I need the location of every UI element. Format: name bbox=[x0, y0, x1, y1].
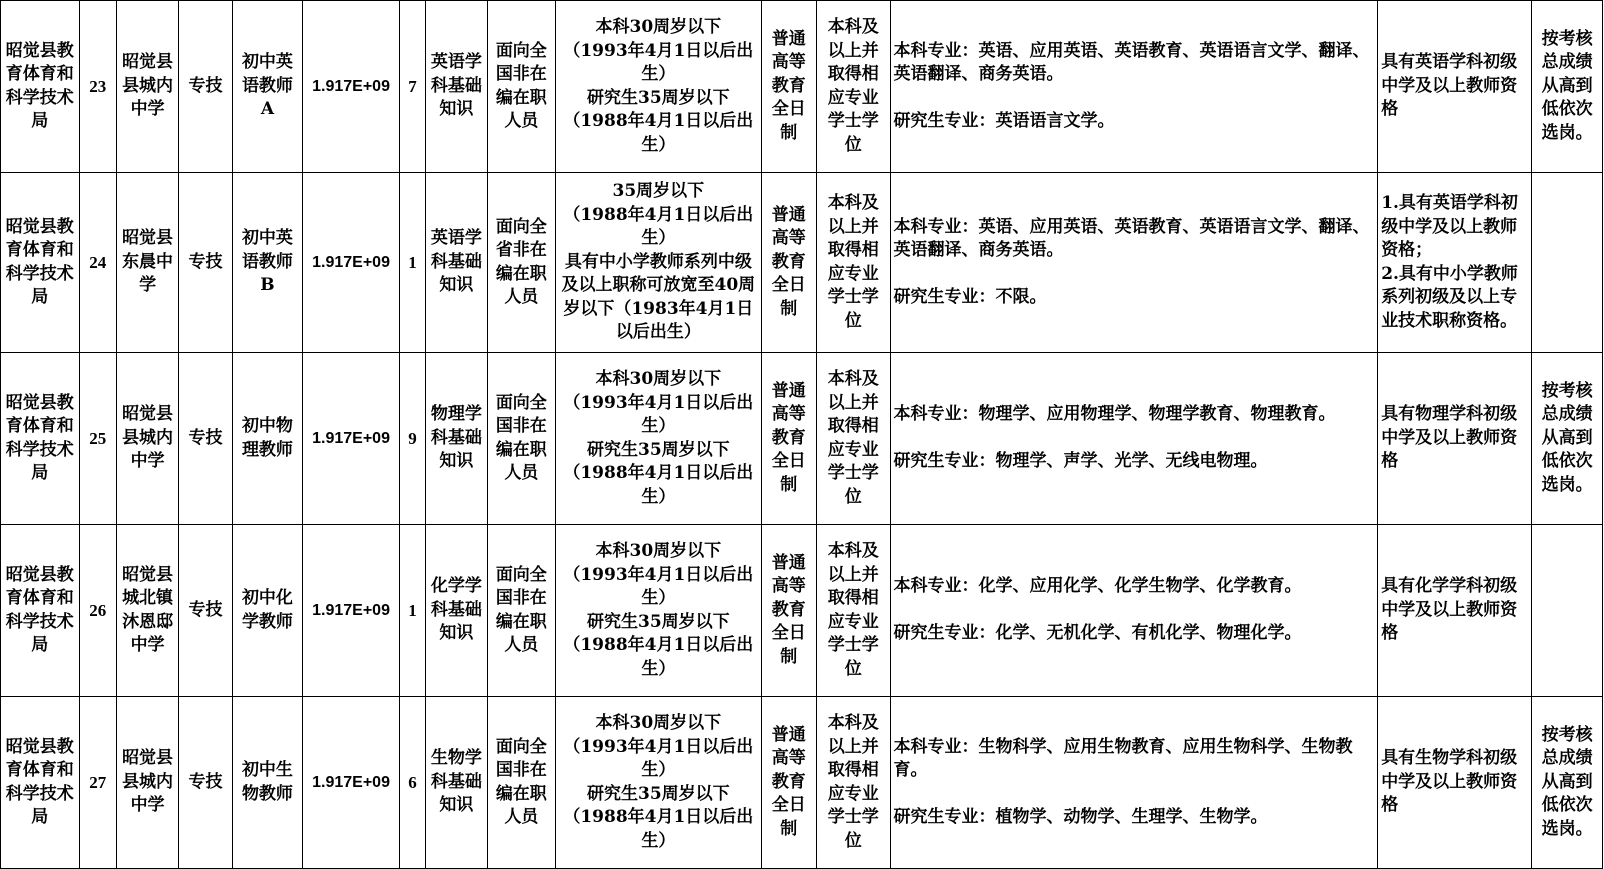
target-cell: 面向全省非在编在职人员 bbox=[487, 173, 556, 353]
department-cell: 昭觉县教育体育和科学技术局 bbox=[1, 1, 80, 173]
degree-cell: 本科及以上并取得相应专业学士学位 bbox=[817, 697, 891, 869]
exam-subject-cell: 英语学科基础知识 bbox=[426, 173, 487, 353]
other-requirement-cell: 具有化学学科初级中学及以上教师资格 bbox=[1378, 525, 1532, 697]
age-requirement-cell: 本科30周岁以下 （1993年4月1日以后出生） 研究生35周岁以下 （1988年4月1日以后出生） bbox=[556, 1, 762, 173]
degree-cell: 本科及以上并取得相应专业学士学位 bbox=[817, 525, 891, 697]
sequence-cell: 27 bbox=[79, 697, 116, 869]
target-cell: 面向全国非在编在职人员 bbox=[487, 525, 556, 697]
target-cell: 面向全国非在编在职人员 bbox=[487, 353, 556, 525]
department-cell: 昭觉县教育体育和科学技术局 bbox=[1, 173, 80, 353]
school-cell: 昭觉县县城内中学 bbox=[116, 697, 178, 869]
note-cell: 按考核总成绩从高到低依次选岗。 bbox=[1532, 353, 1603, 525]
table-row bbox=[1, 697, 1603, 869]
position-code-cell: 1.917E+09 bbox=[303, 1, 400, 173]
sequence-cell: 26 bbox=[79, 525, 116, 697]
study-mode-cell: 普通高等教育全日制 bbox=[761, 1, 816, 173]
sequence-cell: 23 bbox=[79, 1, 116, 173]
degree-cell: 本科及以上并取得相应专业学士学位 bbox=[817, 173, 891, 353]
headcount-cell: 9 bbox=[399, 353, 425, 525]
category-cell: 专技 bbox=[179, 525, 232, 697]
category-cell: 专技 bbox=[179, 173, 232, 353]
position-cell: 初中英语教师B bbox=[232, 173, 303, 353]
headcount-cell: 1 bbox=[399, 173, 425, 353]
department-cell: 昭觉县教育体育和科学技术局 bbox=[1, 697, 80, 869]
study-mode-cell: 普通高等教育全日制 bbox=[761, 353, 816, 525]
school-cell: 昭觉县县城内中学 bbox=[116, 353, 178, 525]
major-cell: 本科专业：物理学、应用物理学、物理学教育、物理教育。 研究生专业：物理学、声学、光学、无线电物理。 bbox=[890, 353, 1378, 525]
note-cell bbox=[1532, 525, 1603, 697]
position-code-cell: 1.917E+09 bbox=[303, 525, 400, 697]
degree-cell: 本科及以上并取得相应专业学士学位 bbox=[817, 1, 891, 173]
table-row bbox=[1, 173, 1603, 353]
note-cell bbox=[1532, 173, 1603, 353]
position-cell: 初中物理教师 bbox=[232, 353, 303, 525]
school-cell: 昭觉县东晨中学 bbox=[116, 173, 178, 353]
exam-subject-cell: 生物学科基础知识 bbox=[426, 697, 487, 869]
department-cell: 昭觉县教育体育和科学技术局 bbox=[1, 525, 80, 697]
other-requirement-cell: 具有生物学科初级中学及以上教师资格 bbox=[1378, 697, 1532, 869]
other-requirement-cell: 具有物理学科初级中学及以上教师资格 bbox=[1378, 353, 1532, 525]
headcount-cell: 6 bbox=[399, 697, 425, 869]
age-requirement-cell: 本科30周岁以下 （1993年4月1日以后出生） 研究生35周岁以下 （1988年4月1日以后出生） bbox=[556, 353, 762, 525]
note-cell: 按考核总成绩从高到低依次选岗。 bbox=[1532, 697, 1603, 869]
position-code-cell: 1.917E+09 bbox=[303, 353, 400, 525]
position-code-cell: 1.917E+09 bbox=[303, 173, 400, 353]
note-cell: 按考核总成绩从高到低依次选岗。 bbox=[1532, 1, 1603, 173]
table-row bbox=[1, 353, 1603, 525]
category-cell: 专技 bbox=[179, 353, 232, 525]
exam-subject-cell: 物理学科基础知识 bbox=[426, 353, 487, 525]
exam-subject-cell: 英语学科基础知识 bbox=[426, 1, 487, 173]
sequence-cell: 25 bbox=[79, 353, 116, 525]
major-cell: 本科专业：化学、应用化学、化学生物学、化学教育。 研究生专业：化学、无机化学、有机化学、物理化学。 bbox=[890, 525, 1378, 697]
school-cell: 昭觉县县城内中学 bbox=[116, 1, 178, 173]
major-cell: 本科专业：生物科学、应用生物教育、应用生物科学、生物教育。 研究生专业：植物学、动物学、生理学、生物学。 bbox=[890, 697, 1378, 869]
table-row bbox=[1, 525, 1603, 697]
target-cell: 面向全国非在编在职人员 bbox=[487, 697, 556, 869]
age-requirement-cell: 本科30周岁以下 （1993年4月1日以后出生） 研究生35周岁以下 （1988年4月1日以后出生） bbox=[556, 697, 762, 869]
study-mode-cell: 普通高等教育全日制 bbox=[761, 525, 816, 697]
age-requirement-cell: 35周岁以下 （1988年4月1日以后出生） 具有中小学教师系列中级及以上职称可放宽至40周岁以下（1983年4月1日以后出生） bbox=[556, 173, 762, 353]
position-cell: 初中生物教师 bbox=[232, 697, 303, 869]
target-cell: 面向全国非在编在职人员 bbox=[487, 1, 556, 173]
department-cell: 昭觉县教育体育和科学技术局 bbox=[1, 353, 80, 525]
exam-subject-cell: 化学学科基础知识 bbox=[426, 525, 487, 697]
school-cell: 昭觉县城北镇沐恩邸中学 bbox=[116, 525, 178, 697]
major-cell: 本科专业：英语、应用英语、英语教育、英语语言文学、翻译、英语翻译、商务英语。 研究生专业：英语语言文学。 bbox=[890, 1, 1378, 173]
table-row bbox=[1, 1, 1603, 173]
study-mode-cell: 普通高等教育全日制 bbox=[761, 173, 816, 353]
position-cell: 初中化学教师 bbox=[232, 525, 303, 697]
position-cell: 初中英语教师A bbox=[232, 1, 303, 173]
headcount-cell: 1 bbox=[399, 525, 425, 697]
category-cell: 专技 bbox=[179, 697, 232, 869]
major-cell: 本科专业：英语、应用英语、英语教育、英语语言文学、翻译、英语翻译、商务英语。 研究生专业：不限。 bbox=[890, 173, 1378, 353]
study-mode-cell: 普通高等教育全日制 bbox=[761, 697, 816, 869]
other-requirement-cell: 具有英语学科初级中学及以上教师资格 bbox=[1378, 1, 1532, 173]
sequence-cell: 24 bbox=[79, 173, 116, 353]
other-requirement-cell: 1.具有英语学科初级中学及以上教师资格； 2.具有中小学教师系列初级及以上专业技术职称资格。 bbox=[1378, 173, 1532, 353]
headcount-cell: 7 bbox=[399, 1, 425, 173]
degree-cell: 本科及以上并取得相应专业学士学位 bbox=[817, 353, 891, 525]
age-requirement-cell: 本科30周岁以下 （1993年4月1日以后出生） 研究生35周岁以下 （1988年4月1日以后出生） bbox=[556, 525, 762, 697]
category-cell: 专技 bbox=[179, 1, 232, 173]
position-code-cell: 1.917E+09 bbox=[303, 697, 400, 869]
